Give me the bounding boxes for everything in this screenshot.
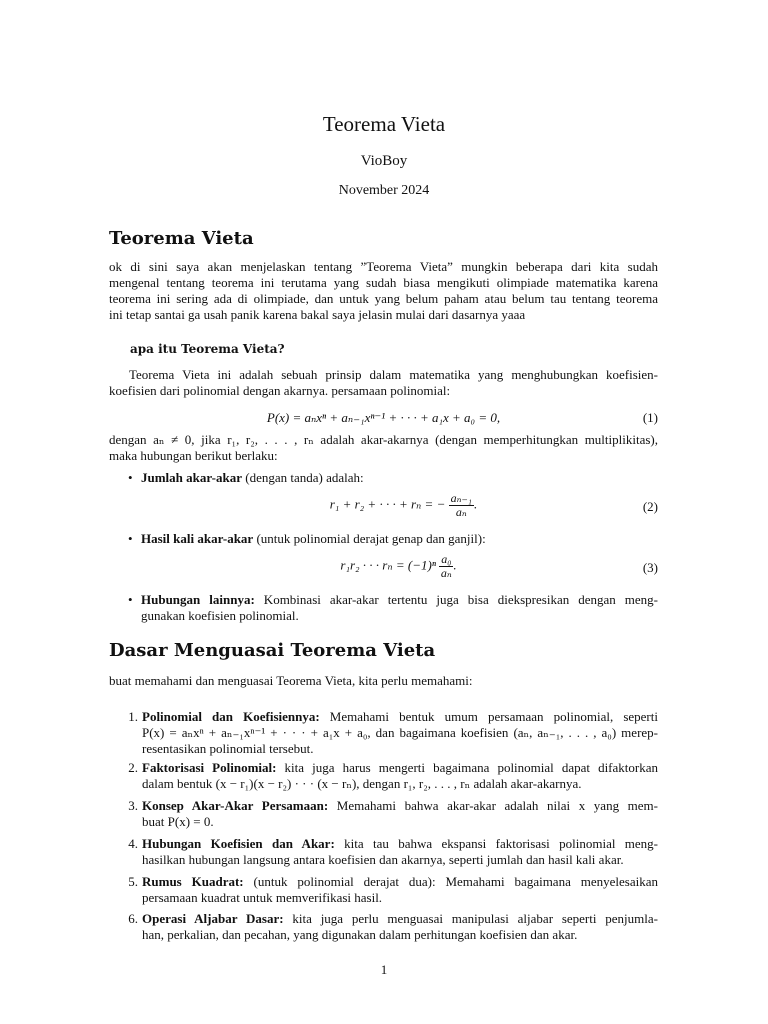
equation-3-number: (3): [642, 560, 658, 575]
bullet-jumlah-akar: [128, 470, 658, 486]
after-equation-line: dengan aₙ ≠ 0, jika r₁, r₂, . . . , rₙ adalah akar-akarnya (dengan memperhitungkan multiplikitas),: [109, 432, 658, 447]
intro-paragraph: [109, 259, 658, 323]
section2-intro: buat memahami dan menguasai Teorema Vieta, kita perlu memahami:: [109, 673, 473, 688]
list-item-text: hasilkan hubungan langsung antara koefisien dan akarnya, seperti jumlah dan hasil kali akar.: [142, 852, 624, 867]
definition-line: Teorema Vieta ini adalah sebuah prinsip dalam matematika yang menghubungkan koefisien-: [129, 367, 658, 382]
after-equation-line: maka hubungan berikut berlaku:: [109, 448, 278, 463]
list-item: [118, 760, 658, 792]
equation-2-tail: .: [473, 496, 478, 512]
bullet-bold: Jumlah akar-akar: [141, 470, 242, 485]
fraction-denominator: aₙ: [455, 505, 467, 519]
equation-3-tail: .: [453, 557, 457, 573]
fraction-numerator: a₀: [441, 552, 452, 566]
list-item-text: dalam bentuk (x − r₁)(x − r₂) · · · (x − rₙ), dengan r₁, r₂, . . . , rₙ adalah akar-akarnya.: [142, 776, 582, 791]
list-item-bold: Konsep Akar-Akar Persamaan:: [142, 798, 329, 813]
intro-line: teorema ini sering ada di olimpiade, dan untuk yang belum paham atau belum tau tentang teorema: [109, 291, 658, 306]
list-item-text: persamaan kuadrat untuk memverifikasi hasil.: [142, 890, 383, 905]
list-item-text: han, perkalian, dan pecahan, yang digunakan dalam perhitungan koefisien dan akar.: [142, 927, 578, 942]
list-item-text: kita juga perlu menguasai manipulasi aljabar seperti penjumla-: [283, 911, 658, 926]
equation-2-number: (2): [642, 499, 658, 514]
after-equation-paragraph: [109, 432, 658, 464]
bullet-text: Kombinasi akar-akar tertentu juga bisa diekspresikan dengan meng-: [254, 592, 658, 607]
section-heading-dasar: Dasar Menguasai Teorema Vieta: [109, 640, 436, 661]
equation-3: [109, 551, 658, 587]
bullet-dot-icon: •: [128, 470, 133, 485]
equation-3-fraction: [439, 553, 453, 580]
definition-paragraph: [109, 367, 658, 399]
list-item-text: kita juga harus mengerti bagaimana polinomial dapat difaktorkan: [276, 760, 658, 775]
definition-line: koefisien dari polinomial dengan akarnya. persamaan polinomial:: [109, 383, 451, 398]
intro-line: ini tetap santai ga usah panik karena bakal saya jelasin mulai dari dasarnya yaaa: [109, 307, 526, 322]
list-item-text: resentasikan polinomial tersebut.: [142, 741, 314, 756]
doc-date: November 2024: [338, 183, 430, 198]
fraction-numerator: aₙ₋₁: [450, 491, 472, 505]
list-item-bold: Operasi Aljabar Dasar:: [142, 911, 284, 926]
equation-2-fraction: [449, 492, 474, 519]
list-item-text: Memahami bentuk umum persamaan polinomial, seperti: [319, 709, 658, 724]
bullet-text: gunakan koefisien polinomial.: [141, 608, 299, 623]
bullet-text: (dengan tanda) adalah:: [242, 470, 364, 485]
list-item-text: Memahami bahwa akar-akar adalah nilai x yang mem-: [328, 798, 658, 813]
bullet-dot-icon: •: [128, 531, 133, 546]
list-item-bold: Hubungan Koefisien dan Akar:: [142, 836, 335, 851]
doc-title: Teorema Vieta: [322, 112, 446, 136]
equation-3-lhs: r₁r₂ · · · rₙ = (−1)ⁿ: [340, 557, 436, 573]
subheading-apa-itu: apa itu Teorema Vieta?: [130, 342, 285, 356]
list-item-text: kita tau bahwa ekspansi faktorisasi polinomial meng-: [334, 836, 659, 851]
list-item-bold: Rumus Kuadrat:: [142, 874, 244, 889]
list-item: [118, 836, 658, 868]
list-item: [118, 911, 658, 943]
list-item-text: P(x) = aₙxⁿ + aₙ₋₁xⁿ⁻¹ + · · · + a₁x + a₀, dan bagaimana koefisien (aₙ, aₙ₋₁, . . . , a₀) merep-: [142, 725, 658, 740]
equation-2: [109, 490, 658, 526]
list-item-bold: Polinomial dan Koefisiennya:: [142, 709, 320, 724]
bullet-bold: Hasil kali akar-akar: [141, 531, 254, 546]
bullet-text: (untuk polinomial derajat genap dan ganjil):: [253, 531, 486, 546]
list-number: 1.: [128, 709, 138, 724]
list-item-bold: Faktorisasi Polinomial:: [142, 760, 277, 775]
list-item-text: (untuk polinomial derajat dua): Memahami bagaimana menyelesaikan: [243, 874, 658, 889]
fraction-denominator: aₙ: [440, 566, 452, 580]
bullet-bold: Hubungan lainnya:: [141, 592, 255, 607]
section-heading-teorema-vieta: Teorema Vieta: [109, 228, 254, 249]
doc-author: VioBoy: [360, 153, 408, 169]
list-number: 4.: [128, 836, 138, 851]
intro-line: mengenal tentang teorema ini terutama yang sudah biasa mengikuti olimpiade matematika karena: [109, 275, 658, 290]
page-number: 1: [380, 962, 388, 977]
list-number: 6.: [128, 911, 138, 926]
list-number: 3.: [128, 798, 138, 813]
equation-1-body: P(x) = aₙxⁿ + aₙ₋₁xⁿ⁻¹ + · · · + a₁x + a₀ = 0,: [266, 410, 501, 425]
list-item: [118, 874, 658, 906]
list-number: 5.: [128, 874, 138, 889]
intro-line: ok di sini saya akan menjelaskan tentang ”Teorema Vieta” mungkin beberapa dari kita sudah: [109, 259, 658, 274]
bullet-dot-icon: •: [128, 592, 133, 607]
equation-1-number: (1): [642, 410, 658, 425]
list-number: 2.: [128, 760, 138, 775]
equation-2-lhs: r₁ + r₂ + · · · + rₙ = −: [329, 496, 446, 512]
bullet-hubungan-lainnya: [128, 592, 658, 624]
list-item-text: buat P(x) = 0.: [142, 814, 214, 829]
bullet-hasil-kali: [128, 531, 658, 547]
list-item: [118, 798, 658, 830]
list-item: [118, 709, 658, 757]
